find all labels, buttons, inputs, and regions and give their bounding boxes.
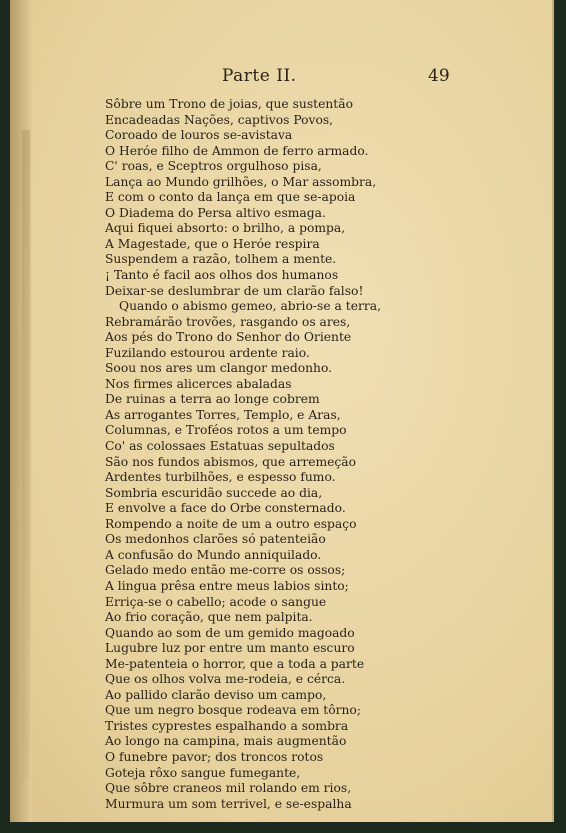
poem-line: Que sôbre craneos mil rolando em rios,: [105, 781, 352, 796]
poem-line: Murmura um som terrivel, e se-espalha: [105, 796, 352, 811]
poem-line: Nos firmes alicerces abaladas: [105, 376, 292, 391]
poem-line: E com o conto da lança em que se-apoia: [105, 190, 356, 205]
poem-line: Me-patenteia o horror, que a toda a parte: [105, 656, 365, 671]
page-stain: [22, 130, 30, 780]
poem-line: O Diadema do Persa altivo esmaga.: [105, 205, 326, 220]
poem-line: Co' as colossaes Estatuas sepultados: [105, 439, 335, 454]
poem-line: Erriça-se o cabello; acode o sangue: [105, 594, 327, 609]
poem-line: Suspendem a razão, tolhem a mente.: [105, 252, 337, 267]
poem-line: C' roas, e Sceptros orgulhoso pisa,: [105, 159, 322, 174]
poem-line: Coroado de louros se-avistava: [105, 128, 293, 143]
poem-line: Columnas, e Troféos rotos a um tempo: [105, 423, 347, 438]
poem-line: Encadeadas Nações, captivos Povos,: [105, 112, 334, 127]
poem-line: Ardentes turbilhões, e espesso fumo.: [105, 470, 336, 485]
poem-line: Sôbre um Trono de joias, que sustentão: [105, 97, 353, 111]
poem-line: Que os olhos volva me-rodeia, e cérca.: [105, 672, 346, 687]
poem-line: Ao longo na campina, mais augmentão: [105, 734, 347, 749]
poem-line: Aqui fiquei absorto: o brilho, a pompa,: [105, 221, 346, 236]
page-header: [10, 66, 552, 88]
poem-line: Rebramárão trovões, rasgando os ares,: [105, 314, 351, 329]
poem-line: Gelado medo então me-corre os ossos;: [105, 563, 346, 578]
poem-line: Quando ao som de um gemido magoado: [105, 625, 355, 640]
poem-line: Tristes cyprestes espalhando a sombra: [105, 718, 349, 733]
poem-line: Goteja rôxo sangue fumegante,: [105, 765, 301, 780]
poem-line: Lugubre luz por entre um manto escuro: [105, 641, 355, 656]
poem-line: Ao frio coração, que nem palpita.: [105, 610, 313, 625]
poem-line: Lança ao Mundo grilhões, o Mar assombra,: [105, 174, 377, 189]
poem-line: Sombria escuridão succede ao dia,: [105, 485, 323, 500]
poem-line: São nos fundos abismos, que arremeção: [105, 454, 357, 469]
poem-line: Rompendo a noite de um a outro espaço: [105, 516, 357, 531]
poem-line: A Magestade, que o Heróe respira: [105, 236, 320, 251]
page-number: 49: [428, 66, 450, 86]
poem-line: Quando o abismo gemeo, abrio-se a terra,: [119, 299, 381, 314]
poem-line: Aos pés do Trono do Senhor do Oriente: [105, 330, 352, 345]
poem-line: Soou nos ares um clangor medonho.: [105, 361, 333, 376]
poem-line: Ao pallido clarão deviso um campo,: [105, 687, 327, 702]
poem-line: O Heróe filho de Ammon de ferro armado.: [105, 143, 369, 158]
poem-line: Deixar-se deslumbrar de um clarão falso!: [105, 283, 364, 298]
poem-line: Os medonhos clarões só patenteião: [105, 532, 326, 547]
poem-line: E envolve a face do Orbe consternado.: [105, 501, 346, 516]
poem-line: ¡ Tanto é facil aos olhos dos humanos: [105, 268, 339, 283]
book-page: [10, 0, 554, 822]
poem-line: A lingua prêsa entre meus labios sinto;: [105, 578, 349, 593]
poem-line: Fuzilando estourou ardente raio.: [105, 345, 310, 360]
running-title: Parte II.: [222, 66, 297, 86]
poem-line: De ruinas a terra ao longe cobrem: [105, 392, 320, 407]
poem-line: O funebre pavor; dos troncos rotos: [105, 749, 324, 764]
poem-line: Que um negro bosque rodeava em tôrno;: [105, 703, 361, 718]
poem-line: As arrogantes Torres, Templo, e Aras,: [105, 407, 341, 422]
poem-line: A confusão do Mundo anniquilado.: [105, 547, 322, 562]
poem-text: [105, 97, 390, 812]
